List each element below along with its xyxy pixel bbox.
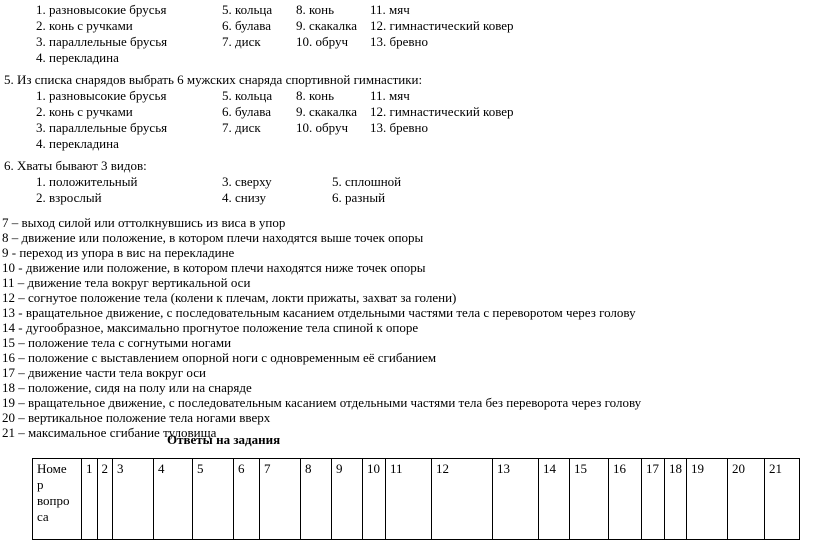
list-item: 3. сверху — [222, 174, 272, 189]
list-item: 4. перекладина — [36, 50, 119, 65]
list-item: 6. разный — [332, 190, 386, 205]
list-item: 13. бревно — [370, 120, 428, 135]
list-item: 3. параллельные брусья — [36, 34, 168, 49]
definition-line: 9 - переход из упора в вис на перекладине — [2, 245, 235, 260]
definition-line: 20 – вертикальное положение тела ногами вверх — [2, 410, 271, 425]
definition-line: 8 – движение или положение, в котором плечи находятся выше точек опоры — [2, 230, 424, 245]
list-item: 8. конь — [296, 88, 335, 103]
answer-cell[interactable]: 2 — [97, 459, 113, 540]
answer-cell[interactable]: 19 — [687, 459, 728, 540]
list-item: 2. конь с ручками — [36, 104, 133, 119]
list-item: 9. скакалка — [296, 18, 358, 33]
list-item: 8. конь — [296, 2, 335, 17]
definition-line: 19 – вращательное движение, с последовательным касанием отдельными частями тела без переворота через голову — [2, 395, 642, 410]
definition-line: 13 - вращательное движение, с последовательным касанием отдельными частями тела с переворотом через голову — [2, 305, 636, 320]
list-item: 1. положительный — [36, 174, 138, 189]
list-item: 4. снизу — [222, 190, 267, 205]
definition-line: 11 – движение тела вокруг вертикальной оси — [2, 275, 251, 290]
list-item: 10. обруч — [296, 34, 348, 49]
question-5-title: 5. Из списка снарядов выбрать 6 мужских снаряда спортивной гимнастики: — [4, 72, 423, 87]
definition-line: 15 – положение тела с согнутыми ногами — [2, 335, 232, 350]
answer-cell[interactable]: 6 — [234, 459, 260, 540]
list-item: 3. параллельные брусья — [36, 120, 168, 135]
answer-cell[interactable]: 3 — [113, 459, 154, 540]
answer-cell[interactable]: 8 — [301, 459, 332, 540]
list-item: 1. разновысокие брусья — [36, 2, 167, 17]
list-item: 6. булава — [222, 104, 272, 119]
answers-table — [32, 458, 800, 540]
answer-cell[interactable]: 4 — [154, 459, 193, 540]
list-item: 5. кольца — [222, 2, 273, 17]
list-item: 13. бревно — [370, 34, 428, 49]
answer-cell[interactable]: 9 — [332, 459, 363, 540]
list-item: 5. кольца — [222, 88, 273, 103]
list-item: 1. разновысокие брусья — [36, 88, 167, 103]
answer-cell[interactable]: 15 — [570, 459, 609, 540]
answer-cell[interactable]: 10 — [363, 459, 386, 540]
list-item: 12. гимнастический ковер — [370, 18, 514, 33]
definition-line: 12 – согнутое положение тела (колени к плечам, локти прижаты, захват за голени) — [2, 290, 457, 305]
definition-line: 7 – выход силой или оттолкнувшись из виса в упор — [2, 215, 286, 230]
list-item: 9. скакалка — [296, 104, 358, 119]
answer-cell[interactable]: 11 — [386, 459, 432, 540]
list-item: 7. диск — [222, 120, 261, 135]
list-item: 4. перекладина — [36, 136, 119, 151]
answer-cell[interactable]: 21 — [765, 459, 800, 540]
answer-cell[interactable]: 20 — [728, 459, 765, 540]
question-6-title: 6. Хваты бывают 3 видов: — [4, 158, 147, 173]
definition-line: 17 – движение части тела вокруг оси — [2, 365, 206, 380]
answer-cell[interactable]: 13 — [493, 459, 539, 540]
answer-cell[interactable]: 7 — [260, 459, 301, 540]
table-row — [33, 459, 800, 540]
answer-cell[interactable]: 14 — [539, 459, 570, 540]
list-item: 11. мяч — [370, 2, 410, 17]
answer-cell[interactable]: 1 — [82, 459, 98, 540]
list-item: 10. обруч — [296, 120, 348, 135]
definition-line: 16 – положение с выставлением опорной ноги с одновременным её сгибанием — [2, 350, 437, 365]
definition-line: 14 - дугообразное, максимально прогнутое положение тела спиной к опоре — [2, 320, 419, 335]
answer-cell[interactable]: 5 — [193, 459, 234, 540]
answer-cell[interactable]: 18 — [665, 459, 687, 540]
definition-line: 18 – положение, сидя на полу или на снаряде — [2, 380, 252, 395]
list-item: 7. диск — [222, 34, 261, 49]
list-item: 2. конь с ручками — [36, 18, 133, 33]
question-number-header: Номе р вопро са — [33, 459, 82, 540]
answer-cell[interactable]: 16 — [609, 459, 642, 540]
list-item: 11. мяч — [370, 88, 410, 103]
answer-cell[interactable]: 12 — [432, 459, 493, 540]
answer-cell[interactable]: 17 — [642, 459, 665, 540]
list-item: 6. булава — [222, 18, 272, 33]
list-item: 5. сплошной — [332, 174, 402, 189]
list-item: 2. взрослый — [36, 190, 102, 205]
answers-title: Ответы на задания — [167, 432, 281, 447]
list-item: 12. гимнастический ковер — [370, 104, 514, 119]
definition-line: 10 - движение или положение, в котором плечи находятся ниже точек опоры — [2, 260, 426, 275]
definition-line: 21 – максимальное сгибание туловища — [2, 425, 217, 440]
